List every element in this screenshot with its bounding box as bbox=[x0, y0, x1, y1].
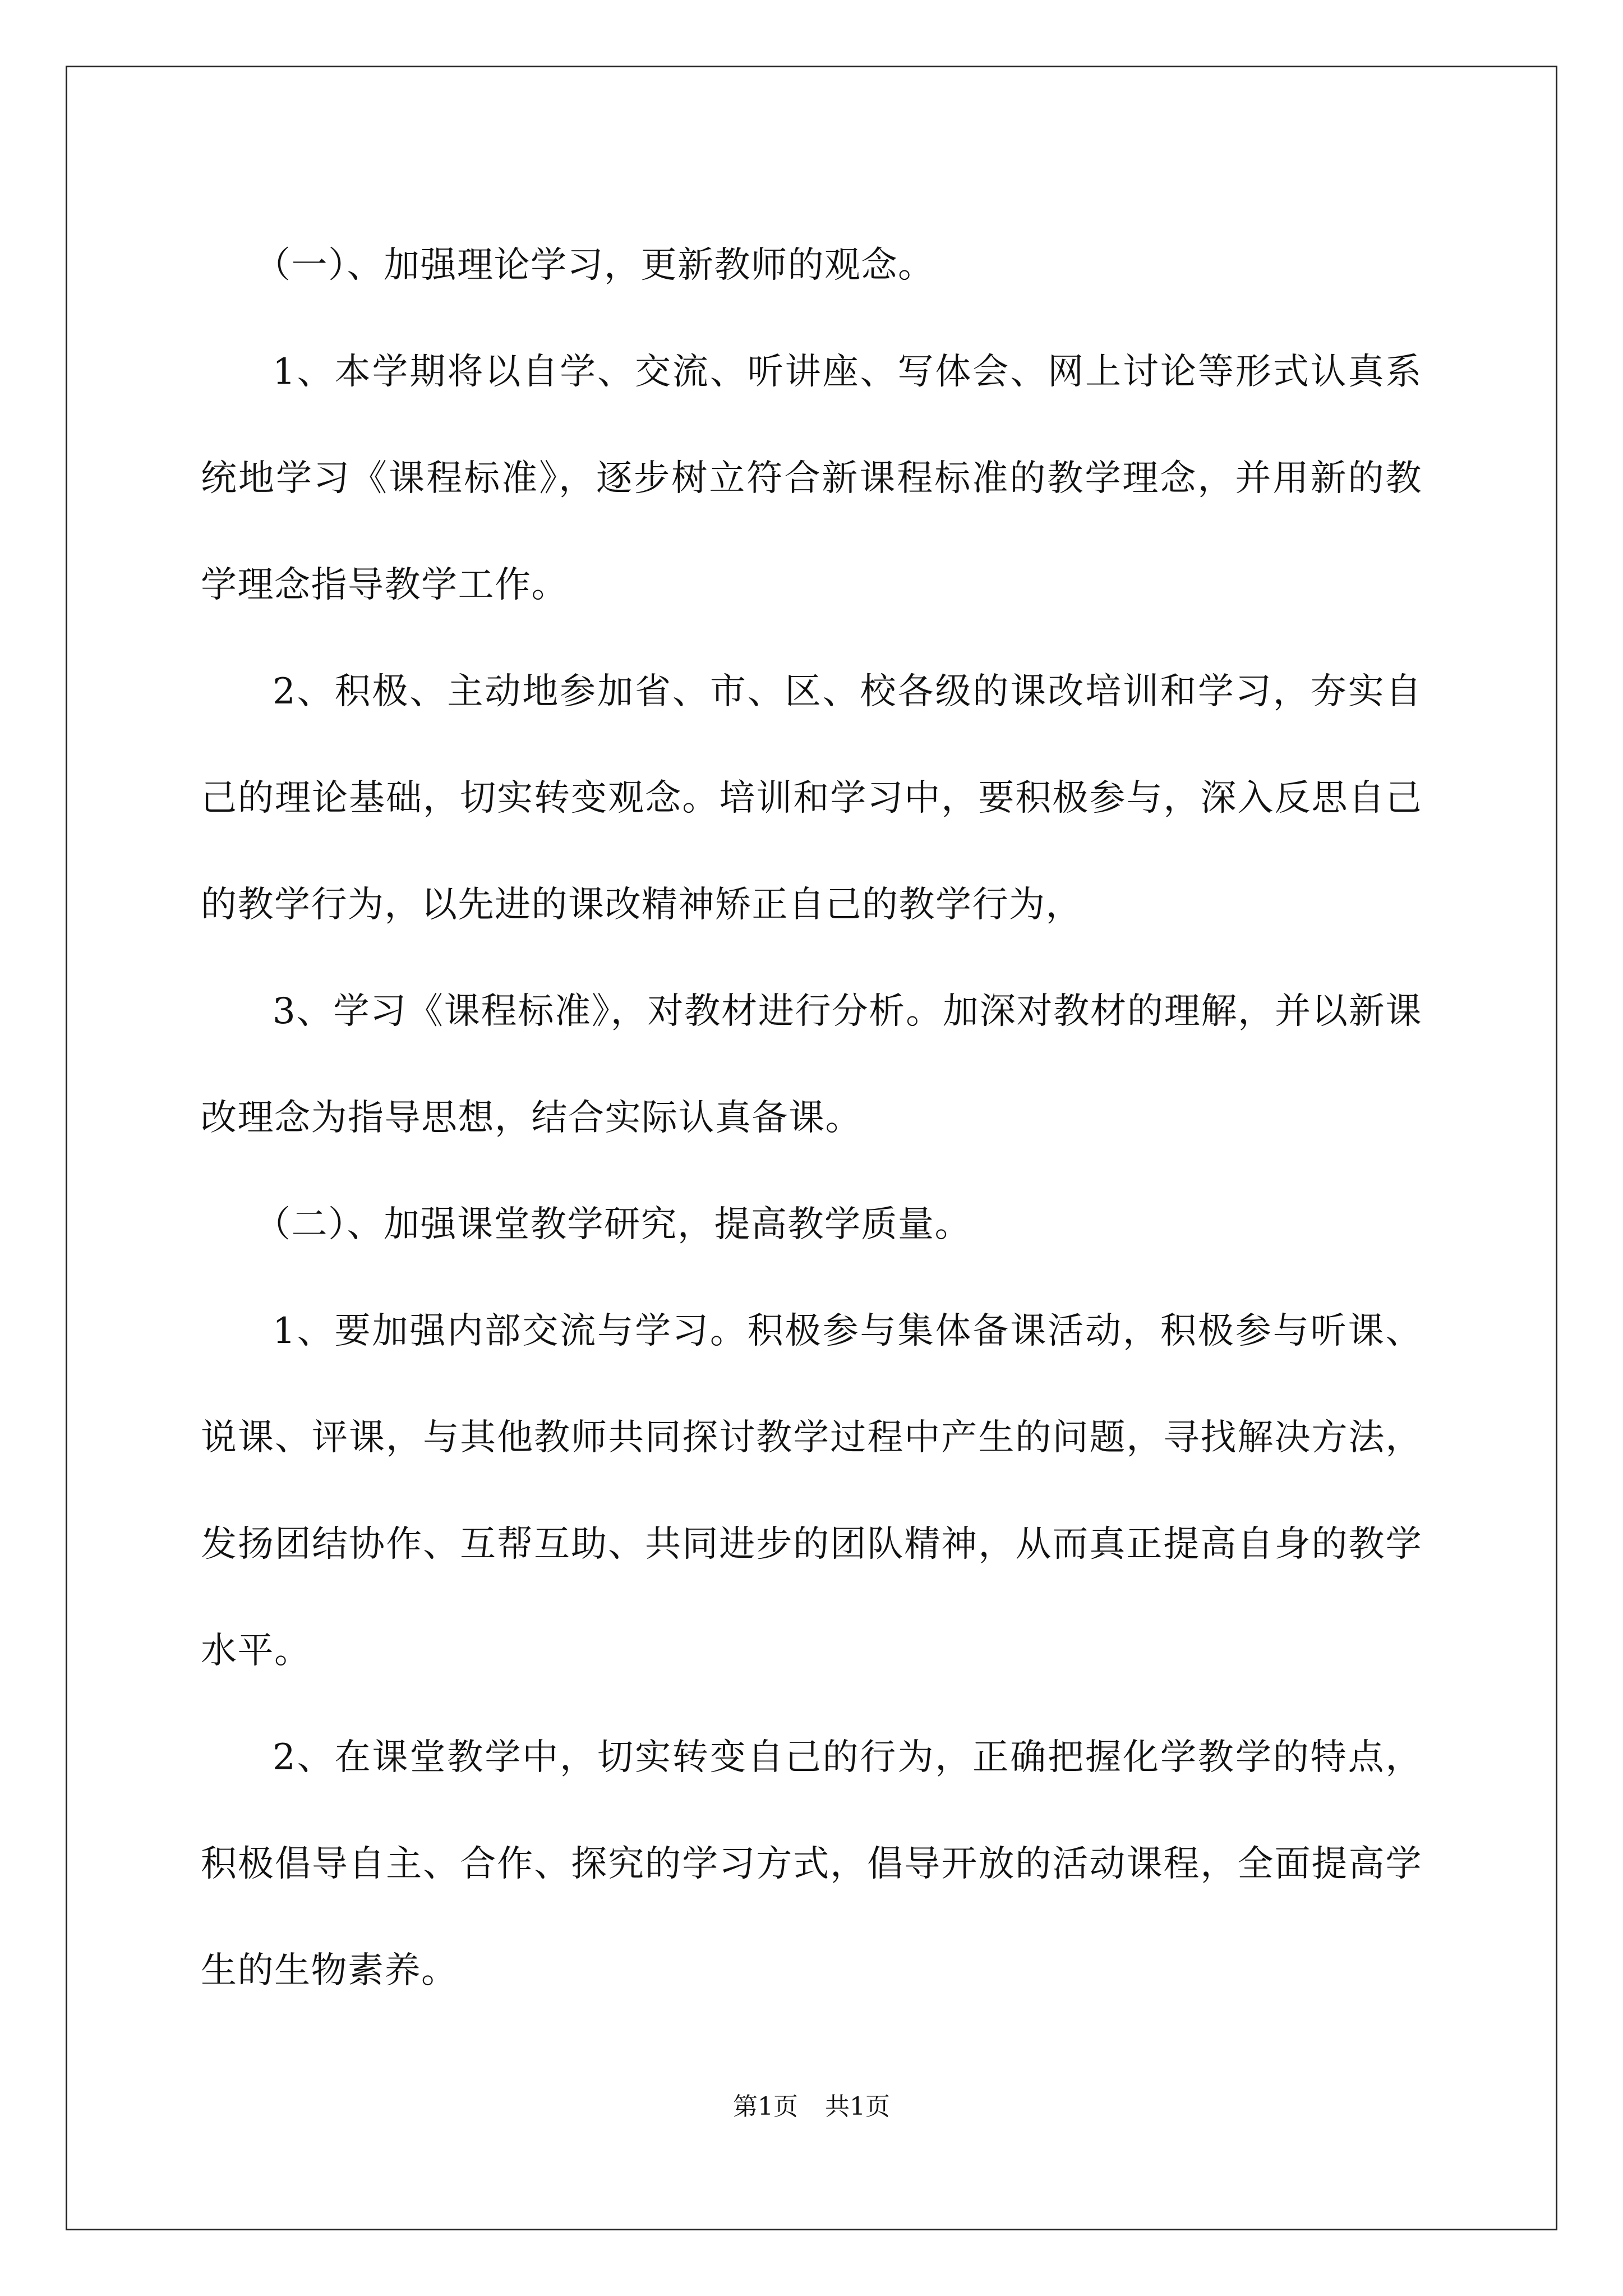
page-footer bbox=[0, 2090, 1623, 2124]
paragraph-1-1: 1、本学期将以自学、交流、听讲座、写体会、网上讨论等形式认真系统地学习《课程标准》，逐步树立符合新课程标准的教学理念，并用新的教学理念指导教学工作。 bbox=[201, 351, 1422, 606]
paragraph-1-3: 3、学习《课程标准》，对教材进行分析。加深对教材的理解，并以新课改理念为指导思想，结合实际认真备课。 bbox=[201, 991, 1422, 1139]
paragraph-1-2: 2、积极、主动地参加省、市、区、校各级的课改培训和学习，夯实自己的理论基础，切实转变观念。培训和学习中，要积极参与，深入反思自己的教学行为，以先进的课改精神矫正自己的教学行为， bbox=[201, 671, 1422, 926]
page-number-total: 共1页 bbox=[825, 2092, 890, 2121]
page-number-current: 第1页 bbox=[733, 2092, 798, 2121]
paragraph-2-1: 1、要加强内部交流与学习。积极参与集体备课活动，积极参与听课、说课、评课，与其他教师共同探讨教学过程中产生的问题，寻找解决方法，发扬团结协作、互帮互助、共同进步的团队精神，从而真正提高自身的教学水平。 bbox=[201, 1310, 1422, 1672]
document-body bbox=[201, 212, 1422, 2024]
section-heading-1: （一）、加强理论学习，更新教师的观念。 bbox=[255, 245, 935, 286]
paragraph-2-2: 2、在课堂教学中，切实转变自己的行为，正确把握化学教学的特点，积极倡导自主、合作、探究的学习方式，倡导开放的活动课程，全面提高学生的生物素养。 bbox=[201, 1737, 1422, 1991]
section-heading-2: （二）、加强课堂教学研究，提高教学质量。 bbox=[255, 1204, 971, 1245]
